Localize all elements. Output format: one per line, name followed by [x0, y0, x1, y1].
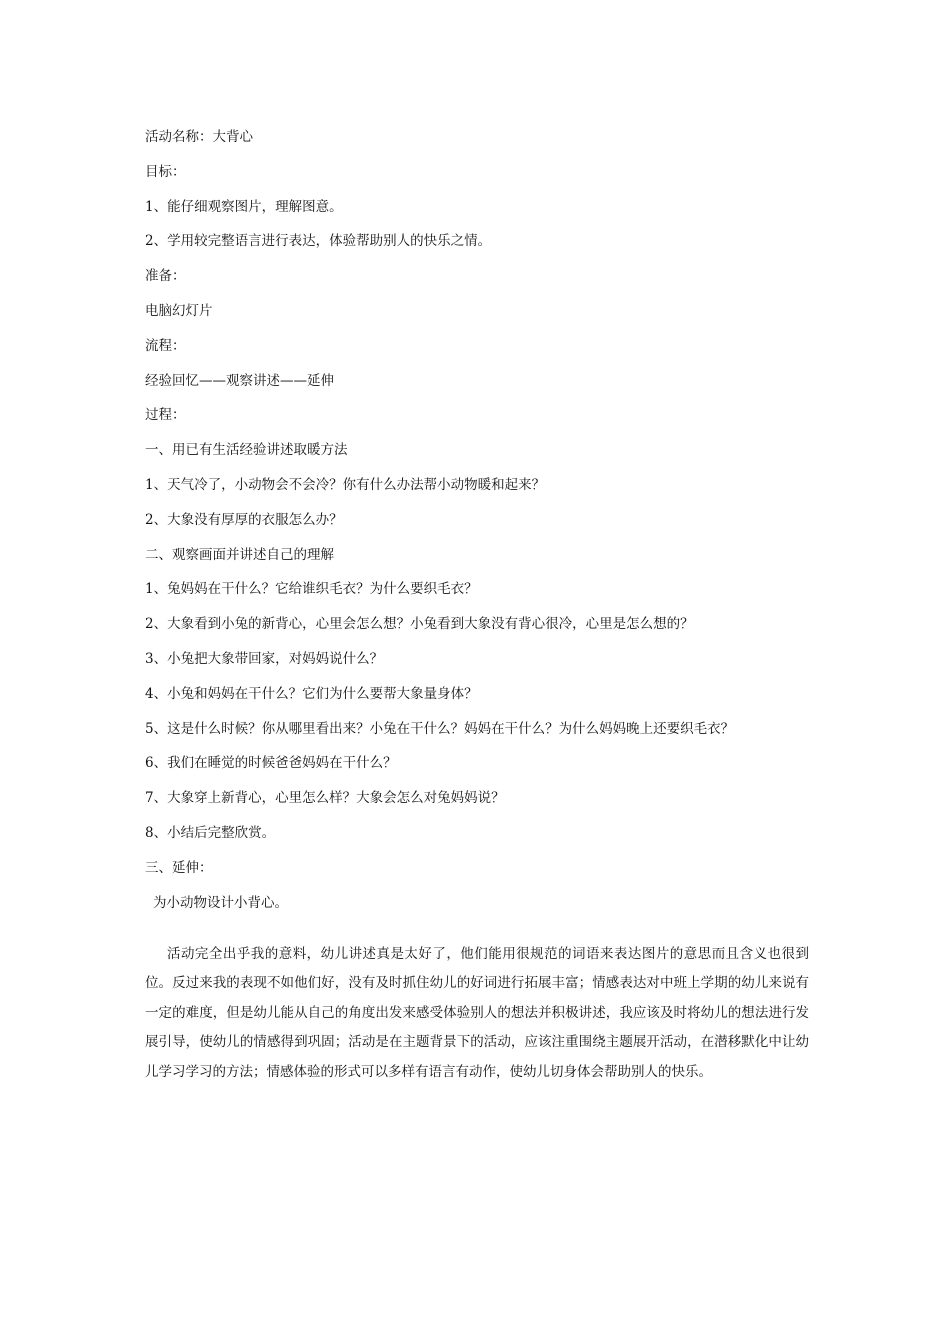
lesson-plan-body [145, 124, 825, 924]
section-1-item-1: 1、天气冷了，小动物会不会冷？你有什么办法帮小动物暖和起来？ [145, 476, 546, 493]
activity-title: 活动名称：大背心 [145, 129, 253, 145]
reflection-paragraph: 活动完全出乎我的意料，幼儿讲述真是太好了，他们能用很规范的词语来表达图片的意思而且含义也很到位。反过来我的表现不如他们好，没有及时抓住幼儿的好词进行拓展丰富；情感表达对中班上学期的幼儿来说有一定的难度，但是幼儿能从自己的角度出发来感受体验别人的想法并积极讲述，我应该及时将幼儿的想法进行发展引导，使幼儿的情感得到巩固；活动是在主题背景下的活动，应该注重围绕主题展开活动，在潜移默化中让幼儿学习学习的方法；情感体验的形式可以多样有语言有动作，使幼儿切身体会帮助别人的快乐。 [145, 946, 809, 1080]
process-heading: 过程： [145, 407, 186, 424]
section-2-heading: 二、观察画面并讲述自己的理解 [145, 546, 334, 563]
goals-heading: 目标： [145, 163, 186, 180]
preparation-heading: 准备： [145, 268, 186, 285]
section-1-heading: 一、用已有生活经验讲述取暖方法 [145, 442, 348, 459]
goal-item-1: 1、能仔细观察图片，理解图意。 [145, 198, 343, 215]
section-2-item-1: 1、兔妈妈在干什么？它给谁织毛衣？为什么要织毛衣？ [145, 581, 478, 598]
section-2-item-4: 4、小兔和妈妈在干什么？它们为什么要帮大象量身体？ [145, 685, 478, 702]
section-3-heading: 三、延伸： [145, 859, 213, 876]
section-2-item-5: 5、这是什么时候？你从哪里看出来？小兔在干什么？妈妈在干什么？为什么妈妈晚上还要织毛衣？ [145, 720, 735, 737]
goal-item-2: 2、学用较完整语言进行表达，体验帮助别人的快乐之情。 [145, 233, 492, 250]
section-2-item-2: 2、大象看到小兔的新背心，心里会怎么想？小兔看到大象没有背心很冷，心里是怎么想的？ [145, 616, 694, 633]
flow-heading: 流程： [145, 337, 186, 354]
flow-text: 经验回忆——观察讲述——延伸 [145, 372, 334, 389]
section-2-item-7: 7、大象穿上新背心，心里怎么样？大象会怎么对兔妈妈说？ [145, 790, 505, 807]
section-2-item-6: 6、我们在睡觉的时候爸爸妈妈在干什么？ [145, 755, 397, 772]
section-3-text: 为小动物设计小背心。 [153, 894, 288, 911]
section-2-item-3: 3、小兔把大象带回家，对妈妈说什么？ [145, 650, 384, 667]
section-2-item-8: 8、小结后完整欣赏。 [145, 824, 276, 841]
section-1-item-2: 2、大象没有厚厚的衣服怎么办？ [145, 511, 343, 528]
preparation-text: 电脑幻灯片 [145, 302, 213, 319]
